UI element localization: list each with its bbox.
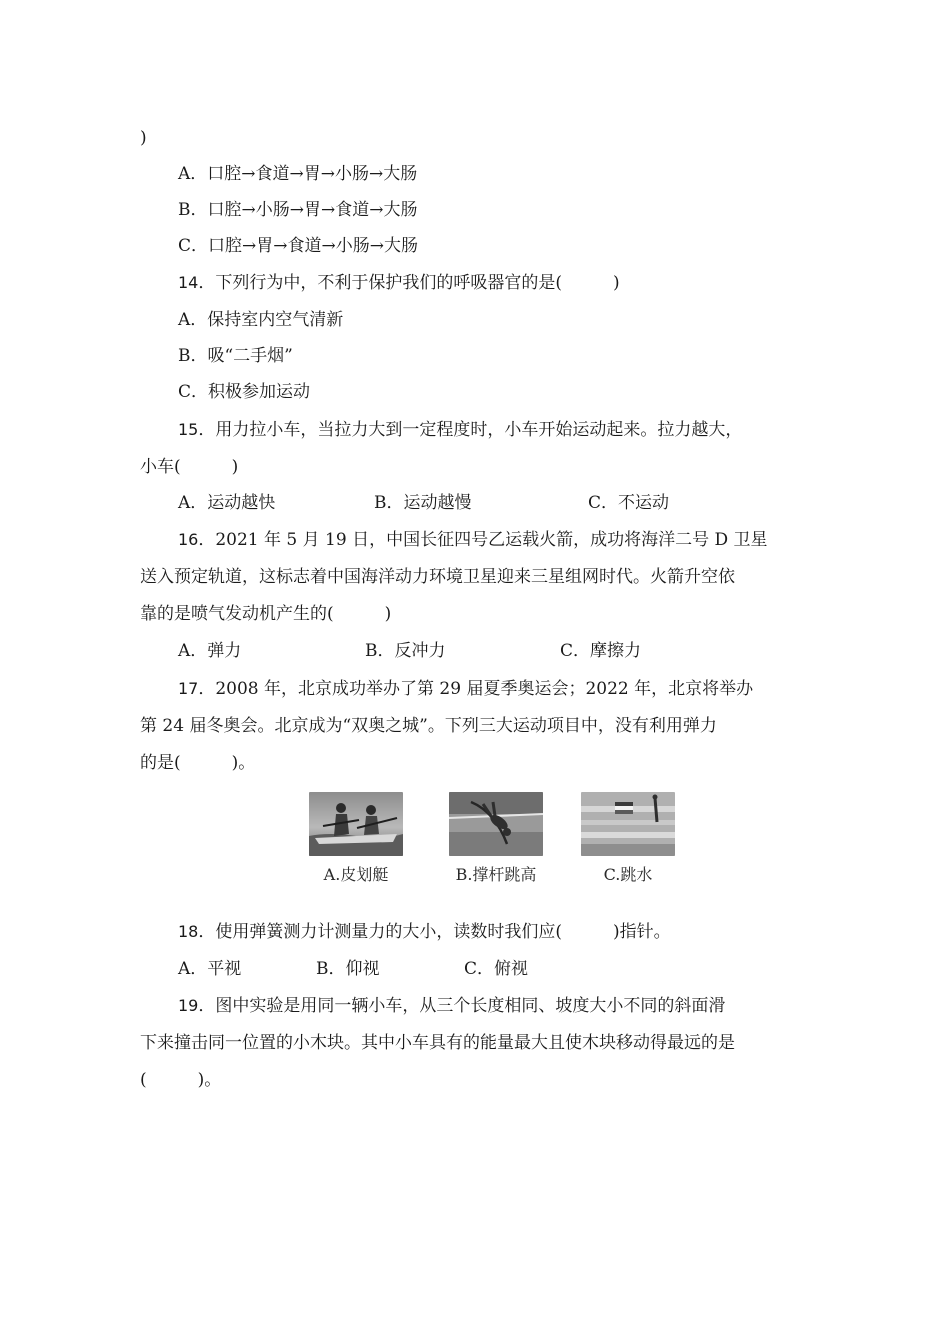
q19-stem-line1: [178, 994, 725, 1018]
q16-stem-line2: 送入预定轨道，这标志着中国海洋动力环境卫星迎来三星组网时代。火箭升空依: [140, 567, 735, 587]
q17-stem-line1: [178, 677, 753, 701]
q17-number: 17: [178, 679, 199, 698]
q13-tail: ): [140, 128, 147, 148]
q18-option-b: B．仰视: [316, 959, 380, 979]
q16-text-1: ．2021 年 5 月 19 日，中国长征四号乙运载火箭，成功将海洋二号 D 卫星: [198, 530, 768, 550]
q18-text: ．使用弹簧测力计测量力的大小，读数时我们应( )指针。: [198, 922, 671, 942]
q15-number: 15: [178, 420, 199, 439]
q19-stem-line2: 下来撞击同一位置的小木块。其中小车具有的能量最大且使木块移动得最远的是: [140, 1033, 735, 1053]
kayak-photo: [309, 792, 403, 856]
q15-stem-line1: [178, 418, 742, 442]
q16-option-a: A．弹力: [178, 641, 242, 661]
diving-caption: C.跳水: [603, 865, 653, 884]
q19-stem-line3: ( )。: [140, 1070, 222, 1090]
q15-stem-line2: 小车( ): [140, 457, 239, 477]
q13-option-b: B．口腔→小肠→胃→食道→大肠: [178, 200, 418, 220]
q15-option-b: B．运动越慢: [374, 493, 472, 513]
q17-stem-line2: 第 24 届冬奥会。北京成为“双奥之城”。下列三大运动项目中，没有利用弹力: [140, 716, 717, 736]
kayak-caption: A.皮划艇: [323, 865, 389, 884]
q15-option-c: C．不运动: [588, 493, 670, 513]
q18-option-a: A．平视: [178, 959, 242, 979]
q19-text-1: ．图中实验是用同一辆小车，从三个长度相同、坡度大小不同的斜面滑: [198, 996, 726, 1016]
q18-number: 18: [178, 922, 199, 941]
q13-option-a: A．口腔→食道→胃→小肠→大肠: [178, 164, 418, 184]
q13-option-c: C．口腔→胃→食道→小肠→大肠: [178, 236, 418, 256]
pole-vault-photo: [449, 792, 543, 856]
q15-options: [178, 491, 669, 515]
q14-option-c: C．积极参加运动: [178, 382, 311, 402]
q18-option-c: C．俯视: [464, 959, 529, 979]
q17-text-1: ．2008 年，北京成功举办了第 29 届夏季奥运会；2022 年，北京将举办: [198, 679, 754, 699]
q16-option-c: C．摩擦力: [560, 641, 642, 661]
q14-text: ．下列行为中，不利于保护我们的呼吸器官的是( ): [198, 273, 620, 293]
pole-vault-caption: B.撑杆跳高: [455, 865, 537, 884]
q14-stem: [178, 271, 620, 295]
q14-option-b: B．吸“二手烟”: [178, 346, 293, 366]
q16-stem-line1: [178, 528, 768, 552]
q14-number: 14: [178, 273, 199, 292]
q16-options: [178, 639, 641, 663]
q14-option-a: A．保持室内空气清新: [178, 310, 344, 330]
q18-options: [178, 957, 528, 981]
diving-photo: [581, 792, 675, 856]
q16-number: 16: [178, 530, 199, 549]
q18-stem: [178, 920, 671, 944]
q16-option-b: B．反冲力: [365, 641, 446, 661]
q17-stem-line3: 的是( )。: [140, 753, 256, 773]
q19-number: 19: [178, 996, 199, 1015]
q16-stem-line3: 靠的是喷气发动机产生的( ): [140, 604, 392, 624]
q15-option-a: A．运动越快: [178, 493, 276, 513]
q15-text-1: ．用力拉小车，当拉力大到一定程度时，小车开始运动起来。拉力越大，: [198, 420, 743, 440]
